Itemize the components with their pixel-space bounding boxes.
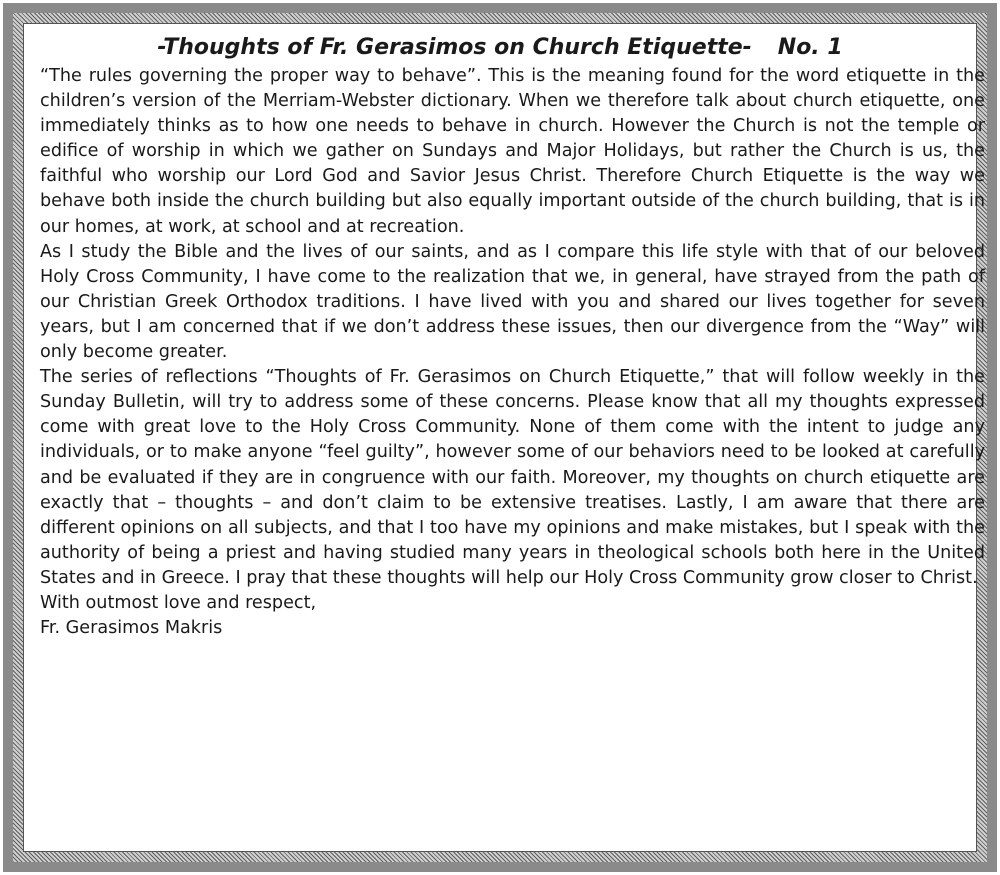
- issue-number: No. 1: [777, 35, 843, 60]
- paragraph-1: “The rules governing the proper way to behave”. This is the meaning found for the word etiquette in the children’s version of the Merriam-Webster dictionary. When we therefore talk about church etiquette, one immediately thinks as to how one needs to behave in church. However the Church is not the temple or edifice of worship in which we gather on Sundays and Major Holidays, but rather the Church is us, the faithful who worship our Lord God and Savior Jesus Christ. Therefore Church Etiquette is the way we behave both inside the church building but also equally important outside of the church building, that is in our homes, at work, at school and at recreation.: [40, 66, 985, 237]
- paragraph-3: The series of reflections “Thoughts of Fr. Gerasimos on Church Etiquette,” that will follow weekly in the Sunday Bulletin, will try to address some of these concerns. Please know that all my thoughts expressed come with great love to the Holy Cross Community. None of them come with the intent to judge any individuals, or to make anyone “feel guilty”, however some of our behaviors need to be looked at carefully and be evaluated if they are in congruence with our faith. Moreover, my thoughts on church etiquette are exactly that – thoughts – and don’t claim to be extensive treatises. Lastly, I am aware that there are different opinions on all subjects, and that I too have my opinions and make mistakes, but I speak with the authority of being a priest and having studied many years in theological schools both here in the United States and in Greece. I pray that these thoughts will help our Holy Cross Community grow closer to Christ.: [40, 367, 985, 588]
- document-body: [40, 64, 985, 641]
- document-panel: [23, 23, 985, 852]
- decorative-border: [3, 3, 997, 872]
- paragraph-2: As I study the Bible and the lives of our saints, and as I compare this life style with that of our beloved Holy Cross Community, I have come to the realization that we, in general, have strayed from the path of our Christian Greek Orthodox traditions. I have lived with you and shared our lives together for seven years, but I am concerned that if we don’t address these issues, then our divergence from the “Way” will only become greater.: [40, 241, 985, 363]
- title-text: -Thoughts of Fr. Gerasimos on Church Etiquette-: [157, 35, 752, 60]
- signature: Fr. Gerasimos Makris: [40, 618, 223, 639]
- closing-line: With outmost love and respect,: [40, 592, 317, 613]
- document-title: [24, 33, 976, 63]
